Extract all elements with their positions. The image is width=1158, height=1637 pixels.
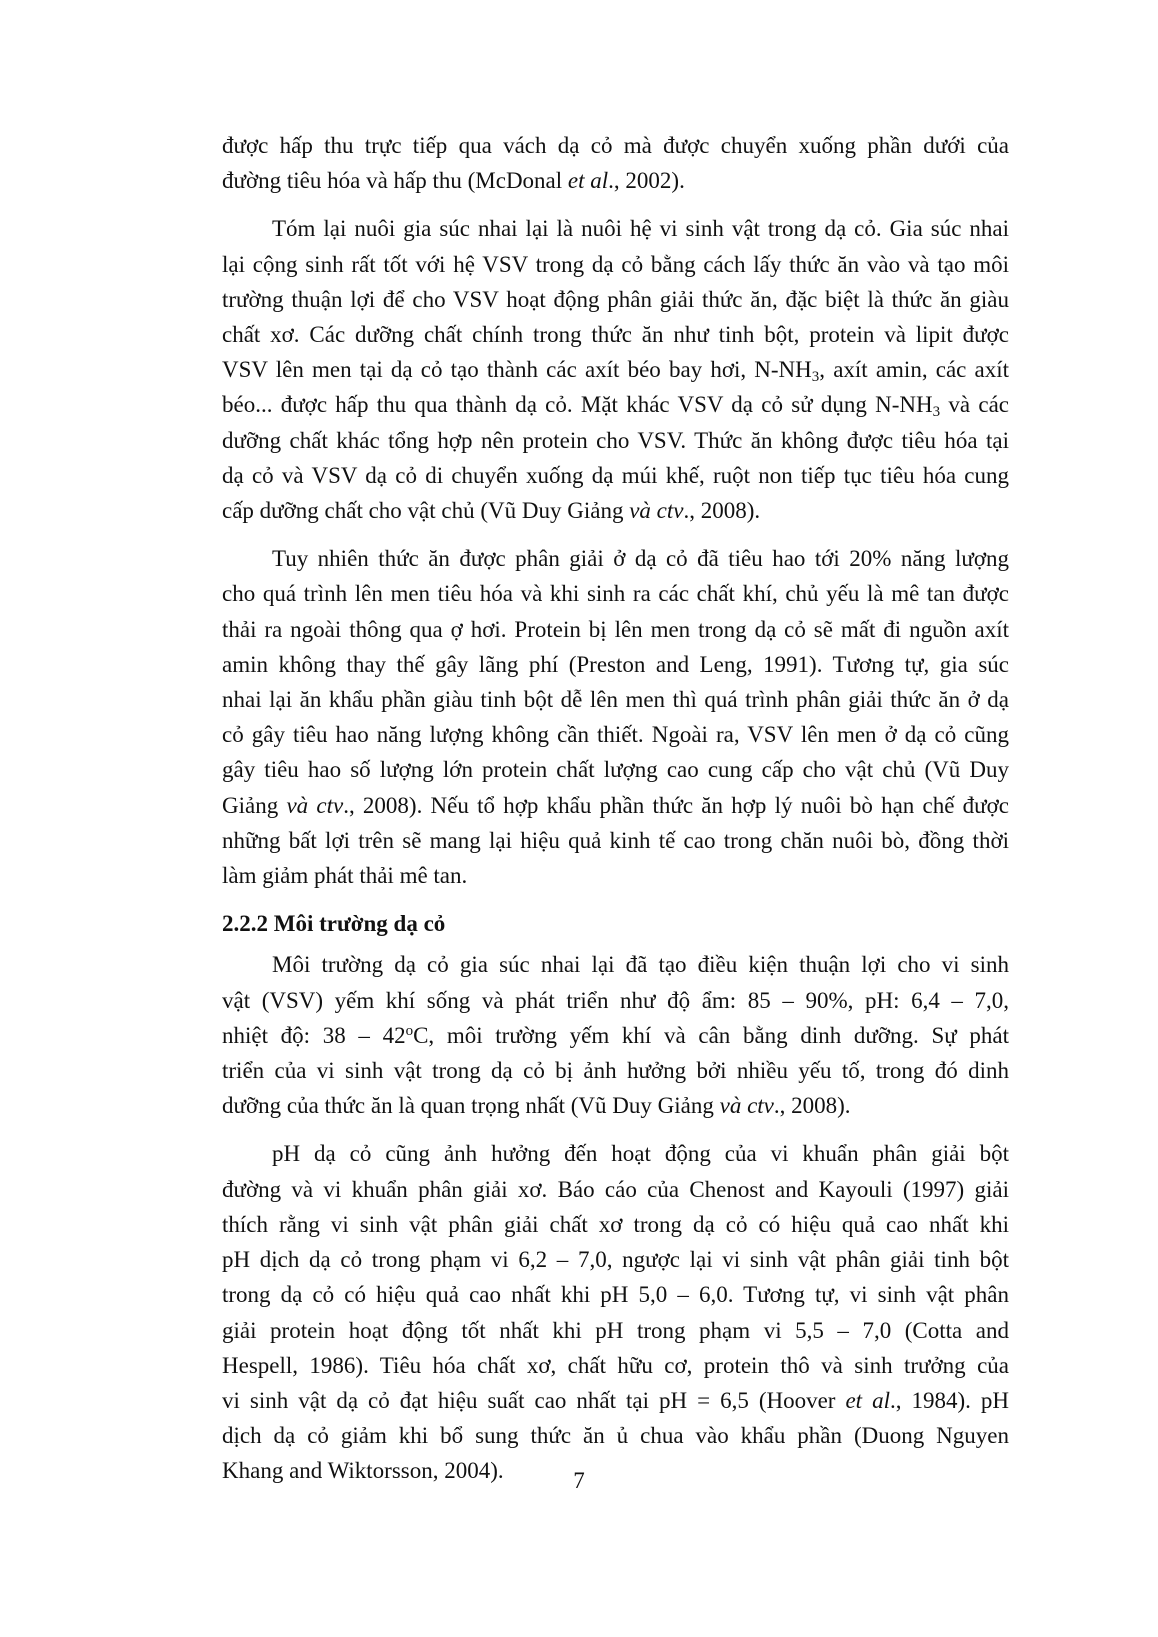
paragraph-2 bbox=[222, 211, 1009, 528]
text-line: dạ cỏ và VSV dạ cỏ di chuyển xuống dạ múi khế, ruột non tiếp tục tiêu hóa cung bbox=[222, 462, 1009, 488]
paragraph-1 bbox=[222, 128, 1009, 198]
text-line: dưỡng của thức ăn là quan trọng nhất (Vũ Duy Giảng và ctv., 2008). bbox=[222, 1093, 851, 1119]
paragraph-3 bbox=[222, 541, 1009, 893]
text-line: chất xơ. Các dưỡng chất chính trong thức ăn như tinh bột, protein và lipit được bbox=[222, 322, 1009, 348]
text-line: amin không thay thế gây lãng phí (Preston and Leng, 1991). Tương tự, gia súc bbox=[222, 651, 1009, 677]
text-line: nhiệt độ: 38 – 42$^o$C, môi trường yếm khí và cân bằng dinh dưỡng. Sự phát bbox=[222, 1022, 1009, 1048]
section-heading: 2.2.2 Môi trường dạ cỏ bbox=[222, 911, 446, 937]
text-line: Môi trường dạ cỏ gia súc nhai lại đã tạo điều kiện thuận lợi cho vi sinh bbox=[272, 952, 1009, 978]
text-line: gây tiêu hao số lượng lớn protein chất lượng cao cung cấp cho vật chủ (Vũ Duy bbox=[222, 757, 1009, 783]
page-number: 7 bbox=[573, 1468, 585, 1493]
text-line: cấp dưỡng chất cho vật chủ (Vũ Duy Giảng và ctv., 2008). bbox=[222, 498, 761, 524]
text-line: đường và vi khuẩn phân giải xơ. Báo cáo của Chenost and Kayouli (1997) giải bbox=[222, 1176, 1009, 1202]
text-line: Khang and Wiktorsson, 2004). bbox=[222, 1458, 504, 1484]
text-line: được hấp thu trực tiếp qua vách dạ cỏ mà được chuyển xuống phần dưới của bbox=[222, 133, 1009, 158]
text-line: dưỡng chất khác tổng hợp nên protein cho VSV. Thức ăn không được tiêu hóa tại bbox=[222, 427, 1009, 453]
text-line: cỏ gây tiêu hao năng lượng không cần thiết. Ngoài ra, VSV lên men ở dạ cỏ cũng bbox=[222, 722, 1009, 748]
italic-text: và ctv bbox=[719, 1093, 774, 1119]
text-line: Giảng và ctv., 2008). Nếu tổ hợp khẩu phần thức ăn hợp lý nuôi bò hạn chế được bbox=[222, 792, 1009, 818]
italic-text: và ctv bbox=[629, 498, 684, 524]
text-line: pH dạ cỏ cũng ảnh hưởng đến hoạt động của vi khuẩn phân giải bột bbox=[272, 1141, 1009, 1167]
paragraph-5 bbox=[222, 1136, 1009, 1488]
text-line: đường tiêu hóa và hấp thu (McDonal et al., 2002). bbox=[222, 168, 685, 194]
text-line: nhai lại ăn khẩu phần giàu tinh bột dễ lên men thì quá trình phân giải thức ăn ở dạ bbox=[222, 687, 1009, 713]
text-line: triển của vi sinh vật trong dạ cỏ bị ảnh hưởng bởi nhiều yếu tố, trong đó dinh bbox=[222, 1058, 1009, 1084]
text-line: cho quá trình lên men tiêu hóa và khi sinh ra các chất khí, chủ yếu là mê tan được bbox=[222, 581, 1009, 607]
text-line: thải ra ngoài thông qua ợ hơi. Protein bị lên men trong dạ cỏ sẽ mất đi nguồn axít bbox=[222, 616, 1009, 642]
text-line: VSV lên men tại dạ cỏ tạo thành các axít béo bay hơi, $N-NH_3$, axít amin, các axít bbox=[222, 357, 1010, 386]
text-line: dịch dạ cỏ giảm khi bổ sung thức ăn ủ chua vào khẩu phần (Duong Nguyen bbox=[222, 1423, 1009, 1449]
text-line: thích rằng vi sinh vật phân giải chất xơ trong dạ cỏ có hiệu quả cao nhất khi bbox=[222, 1211, 1009, 1237]
text-line: Tuy nhiên thức ăn được phân giải ở dạ cỏ đã tiêu hao tới 20% năng lượng bbox=[272, 546, 1009, 572]
text-line: lại cộng sinh rất tốt với hệ VSV trong dạ cỏ bằng cách lấy thức ăn vào và tạo môi bbox=[222, 251, 1009, 277]
italic-text: et al bbox=[845, 1387, 890, 1413]
paragraph-4 bbox=[222, 947, 1009, 1123]
text-line: những bất lợi trên sẽ mang lại hiệu quả kinh tế cao trong chăn nuôi bò, đồng thời bbox=[222, 827, 1009, 853]
text-line: trường thuận lợi để cho VSV hoạt động phân giải thức ăn, đặc biệt là thức ăn giàu bbox=[222, 286, 1009, 312]
text-line: pH dịch dạ cỏ trong phạm vi 6,2 – 7,0, ngược lại vi sinh vật phân giải tinh bột bbox=[222, 1247, 1009, 1273]
italic-text: và ctv bbox=[286, 792, 344, 818]
text-line: làm giảm phát thải mê tan. bbox=[222, 863, 468, 889]
text-line: Hespell, 1986). Tiêu hóa chất xơ, chất hữu cơ, protein thô và sinh trưởng của bbox=[222, 1352, 1009, 1378]
italic-text: et al bbox=[567, 168, 609, 194]
document-page bbox=[222, 128, 1009, 1489]
text-line: Tóm lại nuôi gia súc nhai lại là nuôi hệ vi sinh vật trong dạ cỏ. Gia súc nhai bbox=[272, 216, 1009, 242]
text-line: vi sinh vật dạ cỏ đạt hiệu suất cao nhất tại pH = 6,5 (Hoover et al., 1984). pH bbox=[222, 1387, 1009, 1413]
text-line: béo... được hấp thu qua thành dạ cỏ. Mặt khác VSV dạ cỏ sử dụng $N-NH_3$ và các bbox=[222, 392, 1009, 421]
text-line: giải protein hoạt động tốt nhất khi pH trong phạm vi 5,5 – 7,0 (Cotta and bbox=[222, 1317, 1009, 1343]
text-line: vật (VSV) yếm khí sống và phát triển như độ ẩm: 85 – 90%, pH: 6,4 – 7,0, bbox=[222, 987, 1009, 1013]
text-line: trong dạ cỏ có hiệu quả cao nhất khi pH 5,0 – 6,0. Tương tự, vi sinh vật phân bbox=[222, 1282, 1009, 1308]
